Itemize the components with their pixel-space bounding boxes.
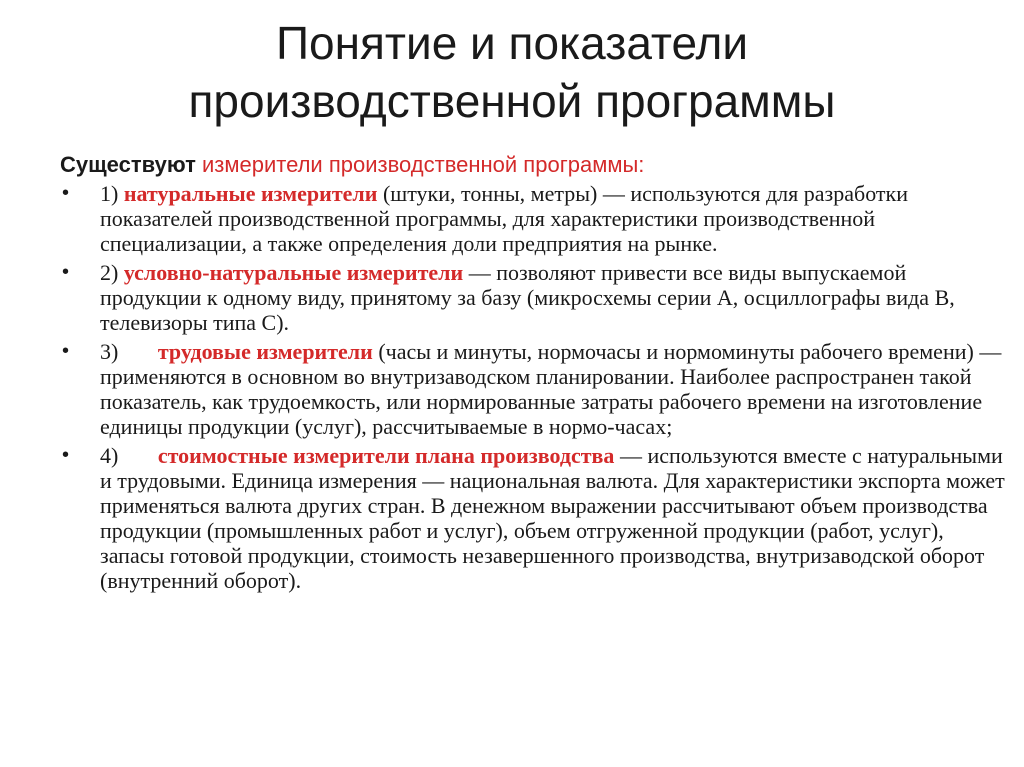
item-number: 1) [100,181,119,206]
item-term: трудовые измерители [157,339,373,364]
list-item-natural [60,181,1010,256]
measures-list [60,181,1010,597]
item-text: (штуки, тонны, метры) — используются для разработки показателей производственной программы, для характеристики производственной специализации, а также определения доли предприятия на рынке. [100,181,908,256]
item-text: — используются вместе с натуральными и трудовыми. Единица измерения — национальная валюта. Для характеристики экспорта может применяться валюта других стран. В денежном выражении рассчитывают объем производства продукции (промышленных работ и услуг), объем отгруженной продукции (работ, услуг), запасы готовой продукции, стоимость незавершенного производства, внутризаводской оборот (внутренний оборот). [100,443,1005,593]
list-item-labor [60,339,1010,439]
item-text: (часы и минуты, нормочасы и нормоминуты рабочего времени) — применяются в основном во внутризаводском планировании. Наиболее распространен такой показатель, как трудоемкость, или нормированные затраты рабочего времени на изготовление единицы продукции (услуг), рассчитываемые в нормо-часах; [100,339,1002,439]
intro-highlight: измерители производственной программы: [202,152,645,177]
bullet-icon: • [62,261,70,283]
intro-line [60,151,980,179]
slide-title [40,14,984,130]
title-line-1: Понятие и показатели [275,17,749,69]
item-number: 3) [100,339,119,364]
item-number: 4) [100,443,119,468]
intro-bold: Существуют [60,152,196,177]
bullet-icon: • [62,444,70,466]
title-line-2: производственной программы [188,75,836,127]
bullet-icon: • [62,182,70,204]
list-item-conditional [60,260,1010,335]
item-number: 2) [100,260,119,285]
item-term: натуральные измерители [123,181,378,206]
item-text: — позволяют привести все виды выпускаемой продукции к одному виду, принятому за базу (микросхемы серии А, осциллографы вида В, телевизоры типа С). [100,260,955,335]
item-term: стоимостные измерители плана производства [157,443,615,468]
item-term: условно-натуральные измерители [123,260,464,285]
bullet-icon: • [62,340,70,362]
list-item-cost [60,443,1010,593]
